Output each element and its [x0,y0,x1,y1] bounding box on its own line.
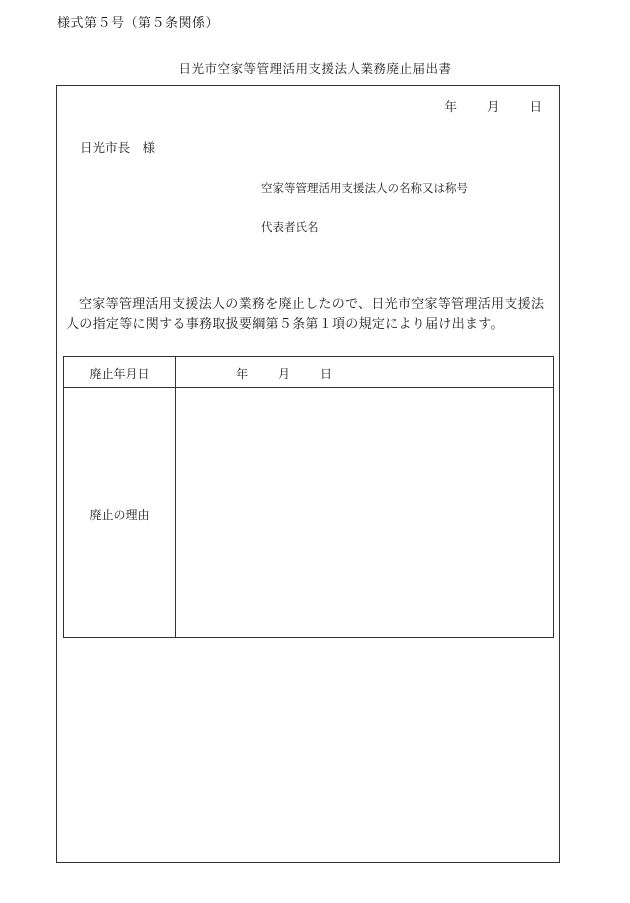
form-frame [56,85,560,863]
representative-name-field[interactable]: 代表者氏名 [261,220,319,234]
applicant-name-field[interactable]: 空家等管理活用支援法人の名称又は称号 [261,181,468,195]
abolition-details-table [63,356,554,638]
submission-date[interactable] [444,97,542,115]
abolition-reason-field[interactable] [176,388,553,637]
year-label: 年 [444,99,457,114]
abolition-date-label: 廃止年月日 [89,367,150,381]
abolition-day-label: 日 [320,367,333,381]
recipient: 日光市長 様 [80,140,156,155]
notification-statement: 空家等管理活用支援法人の業務を廃止したので、日光市空家等管理活用支援法人の指定等に関する事務取扱要綱第５条第１項の規定により届け出ます。 [66,297,545,332]
abolition-date-field[interactable] [236,365,332,382]
abolition-month-label: 月 [278,367,291,381]
month-label: 月 [486,99,500,114]
abolition-year-label: 年 [236,367,249,381]
form-number: 様式第５号（第５条関係） [57,16,220,31]
document-title: 日光市空家等管理活用支援法人業務廃止届出書 [178,61,452,76]
day-label: 日 [529,99,542,114]
abolition-reason-label: 廃止の理由 [89,508,150,522]
